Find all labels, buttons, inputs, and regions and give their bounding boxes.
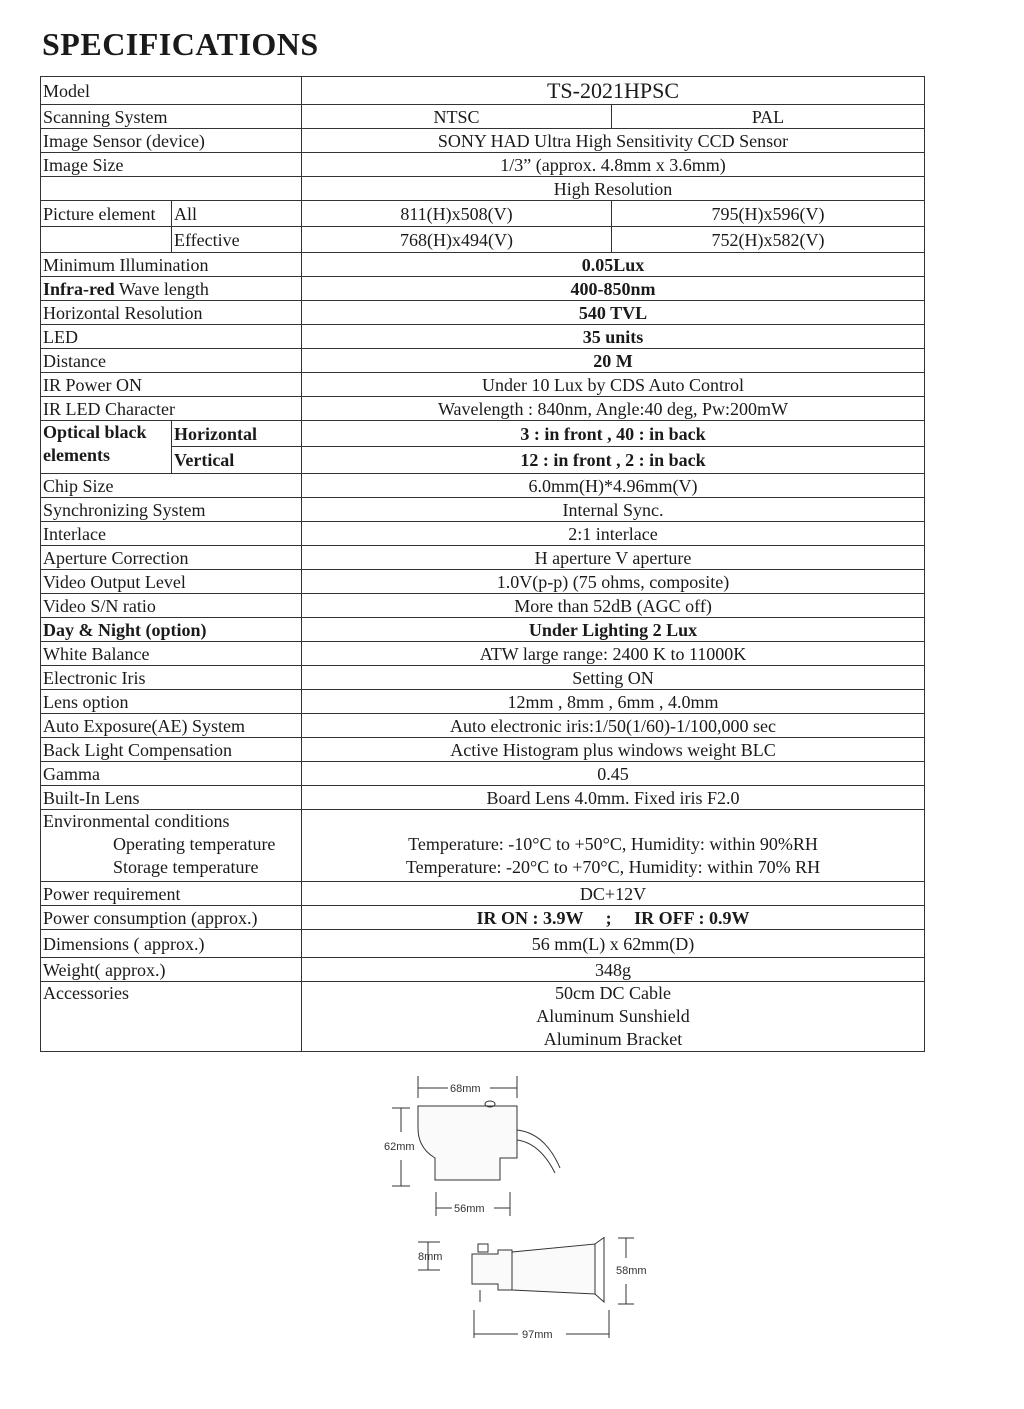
spec-sublabel: Effective [172,227,302,253]
spec-label: LED [41,325,302,349]
spec-value: H aperture V aperture [302,546,925,570]
table-row [41,129,925,153]
spec-value [302,982,925,1052]
table-row [41,570,925,594]
table-row [41,594,925,618]
table-row [41,349,925,373]
spec-label: Interlace [41,522,302,546]
spec-label-env: Environmental conditions [43,811,230,831]
spec-label: IR Power ON [41,373,302,397]
spec-value: Under 10 Lux by CDS Auto Control [302,373,925,397]
spec-value: Internal Sync. [302,498,925,522]
spec-value-ntsc: NTSC [302,105,612,129]
spec-value: DC+12V [302,882,925,906]
table-row [41,522,925,546]
dim-label-mount-height: 8mm [418,1251,443,1263]
spec-value: 0.45 [302,762,925,786]
table-row [41,447,925,474]
spec-value: 540 TVL [302,301,925,325]
accessory-item: Aluminum Sunshield [536,1006,690,1026]
spec-label: Weight( approx.) [41,958,302,982]
spec-value: 3 : in front , 40 : in back [302,421,925,447]
spec-value: IR ON : 3.9W ; IR OFF : 0.9W [302,906,925,930]
spec-label: Model [41,77,302,105]
table-row [41,77,925,105]
dimension-diagram [370,1068,670,1368]
table-row [41,325,925,349]
spec-value: 0.05Lux [302,253,925,277]
table-row [41,277,925,301]
spec-label: Video Output Level [41,570,302,594]
table-row [41,618,925,642]
table-row [41,982,925,1052]
spec-value: SONY HAD Ultra High Sensitivity CCD Sensor [302,129,925,153]
spec-value: High Resolution [302,177,925,201]
spec-value: 6.0mm(H)*4.96mm(V) [302,474,925,498]
spec-sublabel: Horizontal [172,421,302,447]
dim-label-height: 62mm [384,1141,415,1153]
spec-label-line2: elements [43,445,110,465]
spec-value: Board Lens 4.0mm. Fixed iris F2.0 [302,786,925,810]
spec-label: IR LED Character [41,397,302,421]
spec-label: Built-In Lens [41,786,302,810]
table-row [41,738,925,762]
spec-value: 1/3” (approx. 4.8mm x 3.6mm) [302,153,925,177]
table-row [41,301,925,325]
spec-value: 348g [302,958,925,982]
page-title: SPECIFICATIONS [42,26,319,62]
table-row [41,810,925,882]
spec-label: Back Light Compensation [41,738,302,762]
table-row [41,642,925,666]
spec-value [302,810,925,882]
table-row [41,373,925,397]
spec-value-pal: 795(H)x596(V) [612,201,925,227]
spec-sublabel: All [172,201,302,227]
spec-value: 1.0V(p-p) (75 ohms, composite) [302,570,925,594]
spec-value-storage: Temperature: -20°C to +70°C, Humidity: within 70% RH [405,857,821,877]
spec-value-ntsc: 768(H)x494(V) [302,227,612,253]
table-row [41,906,925,930]
spec-label: Gamma [41,762,302,786]
table-row [41,153,925,177]
table-row [41,714,925,738]
table-row [41,397,925,421]
spec-value: More than 52dB (AGC off) [302,594,925,618]
table-row [41,474,925,498]
dim-label-top-width: 68mm [450,1083,481,1095]
spec-value-pal: 752(H)x582(V) [612,227,925,253]
spec-value: Wavelength : 840nm, Angle:40 deg, Pw:200mW [302,397,925,421]
table-row [41,786,925,810]
spec-value: 2:1 interlace [302,522,925,546]
spec-label: Chip Size [41,474,302,498]
table-row [41,930,925,958]
spec-label: Lens option [41,690,302,714]
table-row [41,546,925,570]
spec-label: Power consumption (approx.) [41,906,302,930]
table-row [41,177,925,201]
spec-value: Under Lighting 2 Lux [302,618,925,642]
table-row [41,253,925,277]
spec-value: ATW large range: 2400 K to 11000K [302,642,925,666]
spec-value-ntsc: 811(H)x508(V) [302,201,612,227]
table-row [41,882,925,906]
spec-label-empty [41,177,302,201]
spec-label-bold: Infra-red [43,278,115,299]
spec-value-pal: PAL [612,105,925,129]
spec-value: TS-2021HPSC [302,77,925,105]
spec-table [40,76,925,1052]
accessory-item: 50cm DC Cable [555,983,671,1003]
spec-label: Scanning System [41,105,302,129]
spec-label-operating: Operating temperature [113,834,276,854]
spec-label-line1: Optical black [43,422,147,442]
spec-label: White Balance [41,642,302,666]
spec-value: 56 mm(L) x 62mm(D) [302,930,925,958]
table-row [41,105,925,129]
spec-label: Day & Night (option) [41,618,302,642]
spec-label [41,277,302,301]
dim-label-length: 97mm [522,1329,553,1341]
table-row [41,762,925,786]
spec-label-storage: Storage temperature [113,857,259,877]
spec-value: Setting ON [302,666,925,690]
table-row [41,666,925,690]
spec-label: Electronic Iris [41,666,302,690]
table-row [41,958,925,982]
spec-value: 12 : in front , 2 : in back [302,447,925,474]
spec-label: Video S/N ratio [41,594,302,618]
spec-label-empty [41,227,172,253]
spec-value: Auto electronic iris:1/50(1/60)-1/100,000 sec [302,714,925,738]
spec-value: Active Histogram plus windows weight BLC [302,738,925,762]
spec-value: 20 M [302,349,925,373]
spec-label-rest: Wave length [114,278,209,299]
table-row [41,421,925,447]
spec-label: Accessories [41,982,302,1052]
spec-value: 400-850nm [302,277,925,301]
spec-value-operating: Temperature: -10°C to +50°C, Humidity: within 90%RH [408,834,818,854]
spec-value: 35 units [302,325,925,349]
dim-label-base-width: 56mm [454,1203,485,1215]
spec-label: Power requirement [41,882,302,906]
spec-label: Image Size [41,153,302,177]
spec-label: Horizontal Resolution [41,301,302,325]
spec-value: 12mm , 8mm , 6mm , 4.0mm [302,690,925,714]
spec-label: Auto Exposure(AE) System [41,714,302,738]
spec-label: Picture element [41,201,172,227]
spec-label: Distance [41,349,302,373]
spec-label [41,421,172,474]
spec-label: Image Sensor (device) [41,129,302,153]
table-row [41,690,925,714]
spec-sublabel: Vertical [172,447,302,474]
dim-label-bracket-height: 58mm [616,1265,647,1277]
spec-label: Minimum Illumination [41,253,302,277]
spec-label: Synchronizing System [41,498,302,522]
spec-label: Aperture Correction [41,546,302,570]
spec-label: Dimensions ( approx.) [41,930,302,958]
spec-label [41,810,302,882]
table-row [41,227,925,253]
table-row [41,498,925,522]
table-row [41,201,925,227]
accessory-item: Aluminum Bracket [543,1029,683,1049]
